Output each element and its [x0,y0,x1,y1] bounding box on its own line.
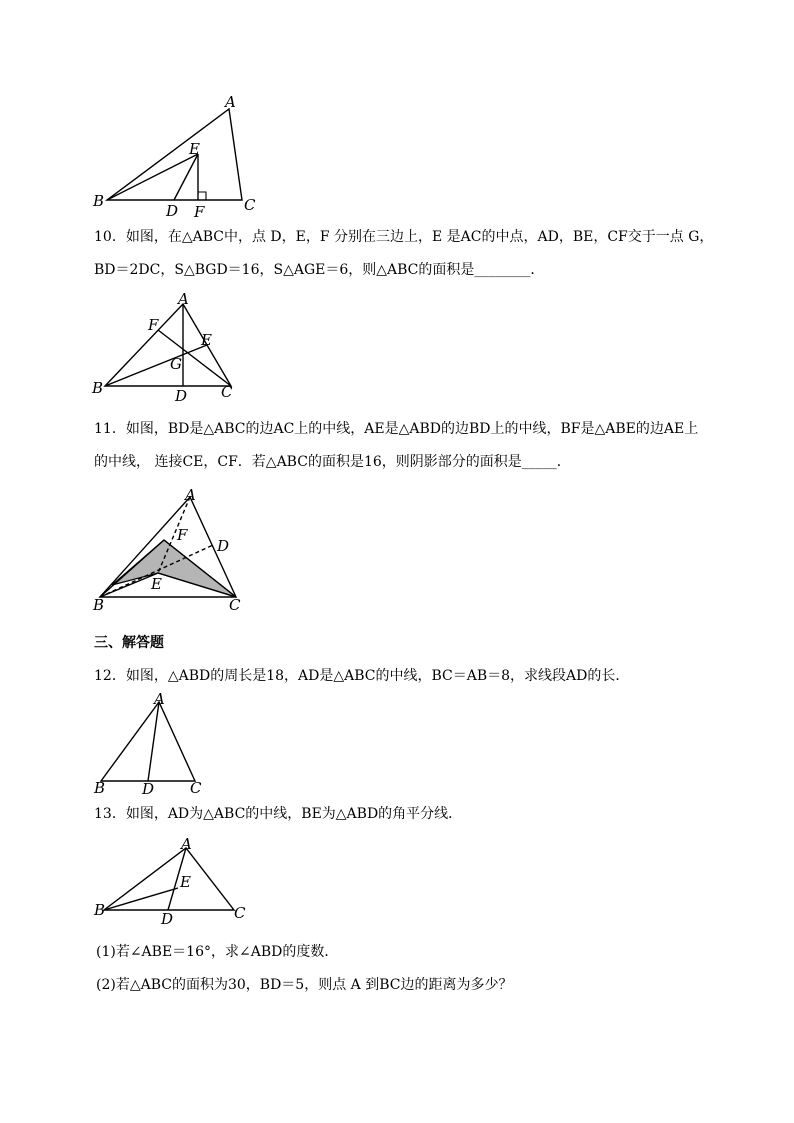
label-a: A [178,290,189,308]
figure-q12 [88,690,218,800]
label-f: F [177,526,188,544]
label-b: B [93,192,105,210]
label-c: C [221,383,233,401]
label-e: E [201,331,212,349]
label-d: D [161,910,174,928]
label-a: A [181,835,192,853]
section-heading: 三、解答题 [94,635,164,651]
label-c: C [229,596,241,614]
label-e: E [189,140,200,158]
figure-q11 [88,487,258,615]
label-g: G [170,355,182,373]
label-c: C [190,779,202,797]
q12-text: 12．如图，△ABD的周长是18，AD是△ABC的中线，BC＝AB＝8，求线段AD的长． [94,668,630,684]
label-b: B [93,596,105,614]
label-e: E [151,575,162,593]
segment-cf [158,330,231,386]
label-b: B [92,379,104,397]
q11-text-line2: 的中线， 连接CE，CF．若△ABC的面积是16，则阴影部分的面积是_____． [94,454,571,470]
label-a: A [185,487,196,504]
triangle-abc [101,702,195,781]
bisector-be [104,888,178,910]
label-f: F [194,203,205,221]
label-f: F [148,316,159,334]
label-d: D [142,780,155,798]
label-a: A [154,690,165,708]
segment-be [105,345,207,386]
label-a: A [225,93,236,111]
label-d: D [175,387,188,405]
q13-part1: (1)若∠ABE＝16°，求∠ABD的度数． [96,944,339,960]
triangle-abc [107,109,242,200]
q13-part2: (2)若△ABC的面积为30，BD＝5，则点 A 到BC边的距离为多少？ [96,977,513,993]
triangle-abc [105,304,231,386]
segment-de [174,154,198,200]
label-b: B [94,901,106,919]
triangle-abc [104,848,234,910]
q10-text-line2: BD＝2DC，S△BGD＝16，S△AGE＝6，则△ABC的面积是________． [94,262,545,278]
right-angle-mark [198,192,206,200]
q13-text: 13．如图，AD为△ABC的中线，BE为△ABD的角平分线． [94,806,463,822]
label-e: E [180,873,191,891]
label-d: D [166,202,179,220]
figure-q10 [88,290,248,405]
label-c: C [244,196,256,214]
label-c: C [234,904,246,922]
figure-q9 [90,92,270,222]
label-b: B [94,779,106,797]
label-d: D [217,537,230,555]
figure-q13 [88,834,258,929]
segment-bd-to-e [107,154,198,200]
q11-text-line1: 11．如图，BD是△ABC的边AC上的中线，AE是△ABD的边BD上的中线，BF是△ABE的边AE上 [94,421,699,437]
q10-text-line1: 10．如图，在△ABC中，点 D，E，F 分别在三边上，E 是AC的中点，AD，BE，CF交于一点 G， [94,229,714,245]
